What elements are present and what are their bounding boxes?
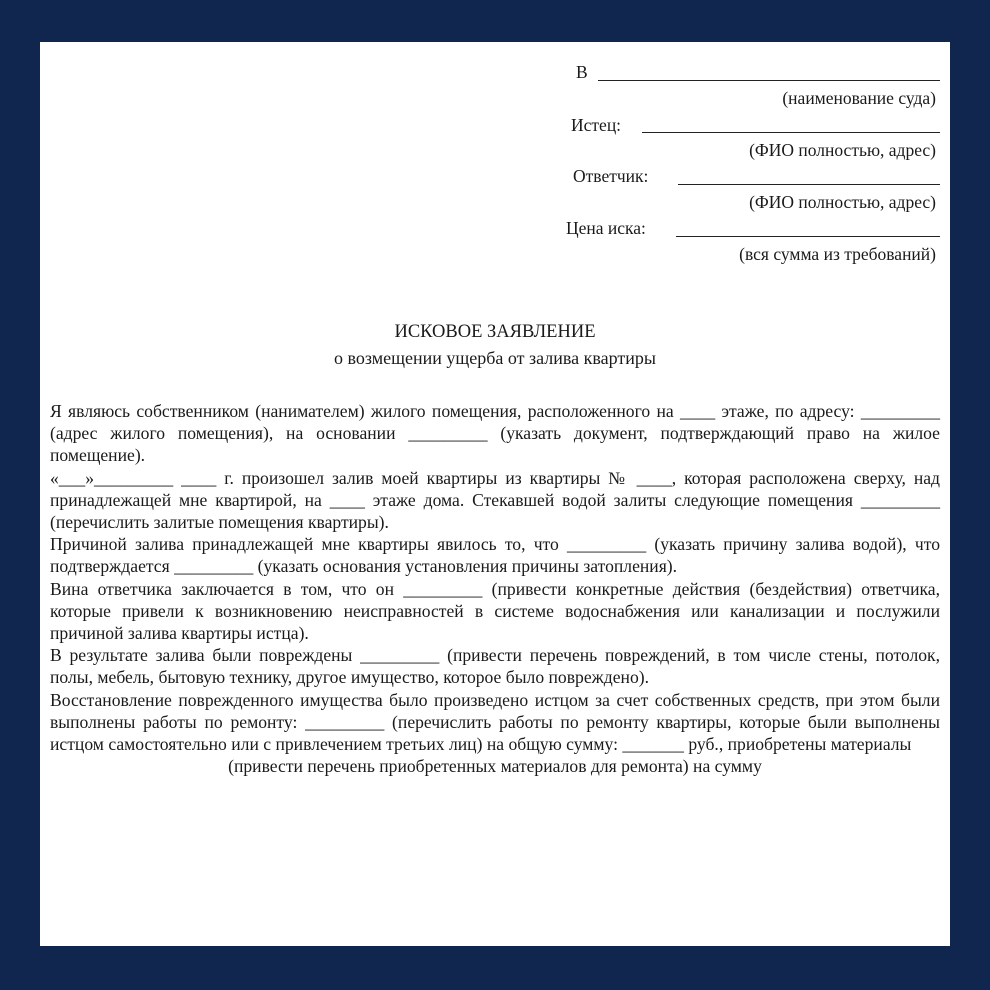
court-caption: (наименование суда): [782, 88, 936, 108]
plaintiff-label: Истец:: [571, 115, 622, 135]
document-body: [50, 400, 940, 777]
defendant-caption: (ФИО полностью, адрес): [749, 192, 936, 212]
paragraph: «___»_________ ____ г. произошел залив моей квартиры из квартиры № ____, которая расположена сверху, над принадлежащей мне квартирой, на ____ этаже дома. Стекавшей водой залиты следующие помещения _________ (перечислить залитые помещения квартиры).: [50, 467, 940, 533]
document-subtitle: о возмещении ущерба от залива квартиры: [334, 348, 656, 368]
paragraph: Я являюсь собственником (нанимателем) жилого помещения, расположенного на ____ этаже, по адресу: _________ (адрес жилого помещения), на основании _________ (указать документ, подтверждающий право на жилое помещение).: [50, 401, 940, 466]
paragraph-cut-off: (привести перечень приобретенных материалов для ремонта) на сумму: [228, 756, 762, 777]
court-label: В: [576, 62, 588, 82]
paragraph: Вина ответчика заключается в том, что он _________ (привести конкретные действия (бездействия) ответчика, которые привели к возникновению неисправностей в системе водоснабжения или канализации и послужили причиной залива квартиры истца).: [50, 578, 940, 644]
plaintiff-caption: (ФИО полностью, адрес): [749, 140, 936, 160]
document-title: ИСКОВОЕ ЗАЯВЛЕНИЕ: [394, 322, 596, 342]
defendant-label: Ответчик:: [573, 166, 649, 186]
paragraph: В результате залива были повреждены _________ (привести перечень повреждений, в том числе стены, потолок, полы, мебель, бытовую технику, другое имущество, которое было повреждено).: [50, 645, 940, 688]
claim-label: Цена иска:: [566, 218, 646, 238]
claim-caption: (вся сумма из требований): [739, 244, 936, 264]
plaintiff-line: [642, 132, 940, 133]
court-line: [598, 80, 940, 81]
defendant-line: [678, 184, 940, 185]
claim-line: [676, 236, 940, 237]
document-page: [40, 42, 950, 946]
paragraph: Восстановление поврежденного имущества было произведено истцом за счет собственных средств, при этом были выполнены работы по ремонту: _________ (перечислить работы по ремонту квартиры, которые были выполнены истцом самостоятельно или с привлечением третьих лиц) на общую сумму: _______ руб., приобретены материалы: [50, 689, 940, 755]
paragraph: Причиной залива принадлежащей мне квартиры явилось то, что _________ (указать причину залива водой), что подтверждается _________ (указать основания установления причины затопления).: [50, 534, 940, 577]
